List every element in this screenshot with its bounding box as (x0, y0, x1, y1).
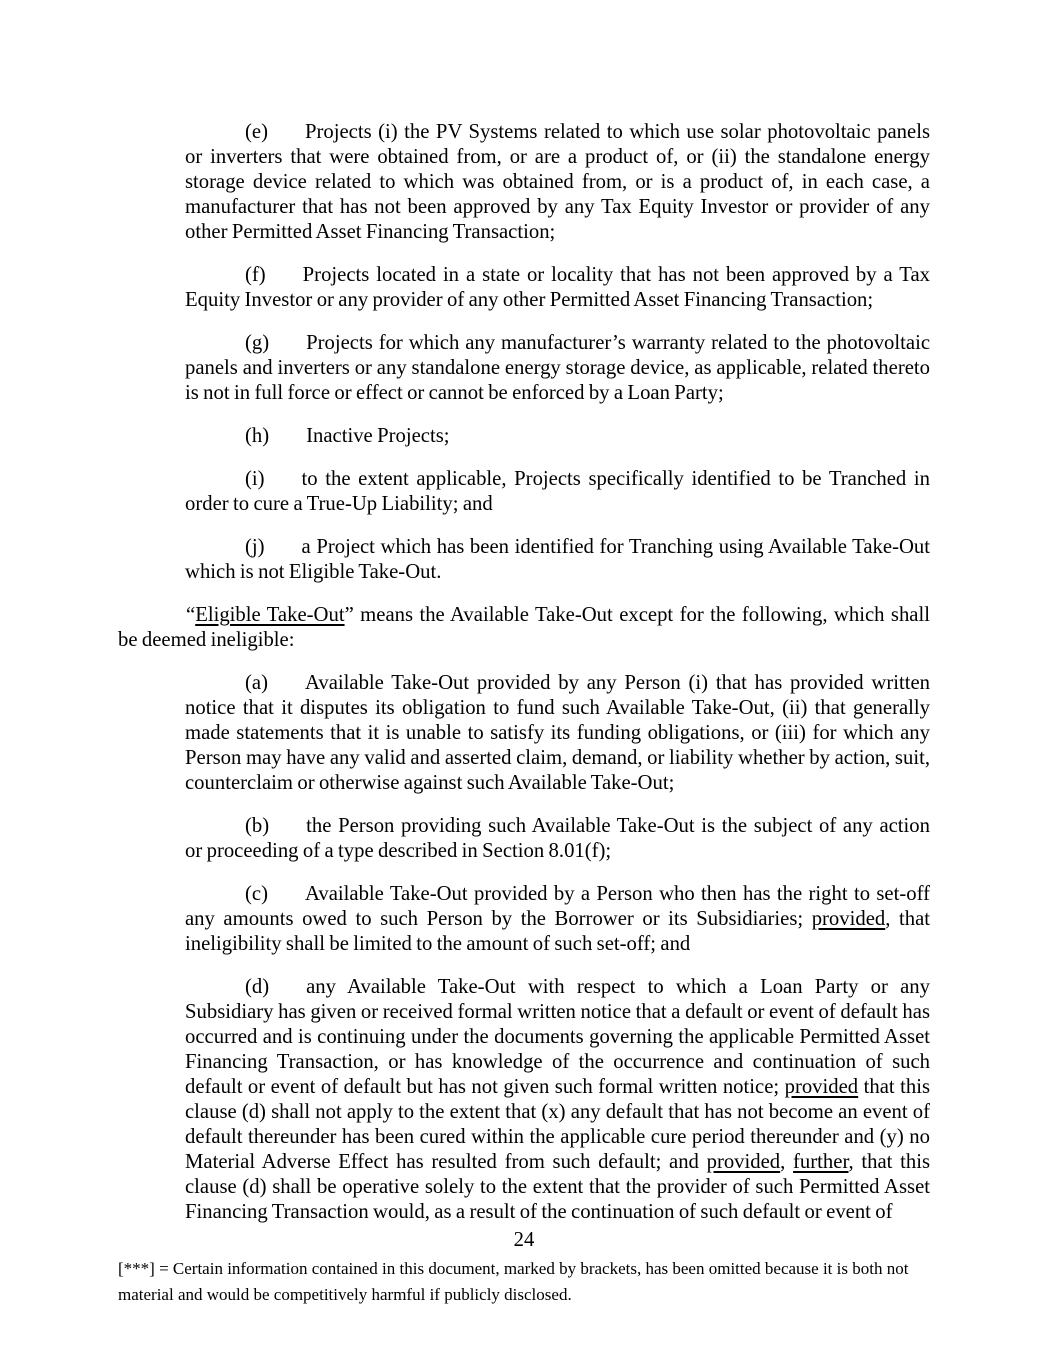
text-segment: clause (d) shall be operative solely to the extent that the provider of such Permitted Asset (185, 1176, 930, 1198)
text-segment: Projects (i) the PV Systems related to which use solar photovoltaic panels (304, 121, 930, 143)
text-line (185, 195, 930, 220)
text-line (185, 839, 930, 864)
text-segment: or proceeding of a type described in Section 8.01(f); (185, 840, 612, 862)
text-line (185, 1100, 930, 1125)
text-line (185, 721, 930, 746)
underlined-term: Eligible Take-Out (195, 604, 345, 626)
clause-label: (e) (245, 121, 268, 143)
clause-label: (a) (245, 672, 268, 694)
underlined-term: further (793, 1151, 849, 1173)
clause-paragraph (185, 120, 930, 245)
text-line (185, 1075, 930, 1100)
text-line (185, 1050, 930, 1075)
text-line (185, 288, 930, 313)
clause-paragraph (185, 331, 930, 406)
clause-paragraph (185, 882, 930, 957)
text-segment: any Available Take-Out with respect to which a Loan Party or any (306, 976, 930, 998)
text-segment: , that this (848, 1151, 931, 1173)
clause-label: (d) (245, 976, 270, 998)
text-line (185, 1175, 930, 1200)
clause-paragraph (185, 424, 930, 449)
text-line (185, 814, 930, 839)
text-segment: default or event of default but has not given such formal written notice; (185, 1076, 785, 1098)
text-line (185, 381, 930, 406)
text-line (185, 1025, 930, 1050)
clause-label: (j) (245, 536, 265, 558)
clause-label: (g) (245, 332, 270, 354)
definition-paragraph (118, 603, 930, 653)
text-segment: Equity Investor or any provider of any other Permitted Asset Financing Transaction; (185, 289, 874, 311)
text-line (185, 932, 930, 957)
text-segment: counterclaim or otherwise against such Available Take-Out; (185, 772, 675, 794)
text-line (185, 467, 930, 492)
text-segment: other Permitted Asset Financing Transaction; (185, 221, 556, 243)
text-segment: Financing Transaction, or has knowledge of the occurrence and continuation of such (185, 1051, 930, 1073)
text-line (185, 696, 930, 721)
text-segment: or inverters that were obtained from, or are a product of, or (ii) the standalone energy (185, 146, 930, 168)
text-segment: manufacturer that has not been approved by any Tax Equity Investor or provider of any (185, 196, 930, 218)
text-segment: Financing Transaction would, as a result of the continuation of such default or event of (185, 1201, 893, 1223)
text-segment: occurred and is continuing under the documents governing the applicable Permitted Asset (185, 1026, 930, 1048)
text-line (185, 1125, 930, 1150)
text-segment: any amounts owed to such Person by the Borrower or its Subsidiaries; (185, 908, 812, 930)
text-line (185, 120, 930, 145)
clause-paragraph (185, 535, 930, 585)
text-segment: default thereunder has been cured within the applicable cure period thereunder and (y) no (185, 1126, 930, 1148)
clause-paragraph (185, 263, 930, 313)
text-segment: “ (186, 604, 196, 626)
text-segment: , that (885, 908, 931, 930)
text-line (185, 975, 930, 1000)
text-segment: Person may have any valid and asserted claim, demand, or liability whether by action, suit, (185, 747, 930, 769)
text-segment: Available Take-Out provided by a Person who then has the right to set-off (304, 883, 930, 905)
text-segment: Inactive Projects; (306, 425, 450, 447)
text-segment: storage device related to which was obtained from, or is a product of, in each case, a (185, 171, 930, 193)
text-line (185, 170, 930, 195)
clause-paragraph (185, 975, 930, 1225)
text-segment: , (780, 1151, 794, 1173)
text-segment: made statements that it is unable to satisfy its funding obligations, or (iii) for which any (185, 722, 930, 744)
underlined-term: provided (784, 1076, 859, 1098)
text-segment: the Person providing such Available Take-Out is the subject of any action (306, 815, 930, 837)
text-line (185, 263, 930, 288)
text-line (185, 671, 930, 696)
text-line (185, 492, 930, 517)
text-segment: ineligibility shall be limited to the amount of such set-off; and (185, 933, 691, 955)
clause-paragraph (185, 671, 930, 796)
clause-label: (i) (245, 468, 265, 490)
text-segment: Projects located in a state or locality that has not been approved by a Tax (302, 264, 930, 286)
text-line (185, 560, 930, 585)
text-line (118, 628, 930, 653)
text-line (118, 603, 930, 628)
text-segment: Available Take-Out provided by any Person (i) that has provided written (304, 672, 930, 694)
text-segment: notice that it disputes its obligation to fund such Available Take-Out, (ii) that generally (185, 697, 930, 719)
text-line (185, 145, 930, 170)
footnote: [***] = Certain information contained in this document, marked by brackets, has been omitted because it is both not material and would be competitively harmful if publicly disclosed. (118, 1259, 909, 1304)
text-segment: order to cure a True-Up Liability; and (185, 493, 493, 515)
text-line (185, 220, 930, 245)
text-line (185, 1000, 930, 1025)
underlined-term: provided (811, 908, 886, 930)
underlined-term: provided (706, 1151, 781, 1173)
text-segment: Material Adverse Effect has resulted from such default; and (185, 1151, 707, 1173)
text-line (185, 771, 930, 796)
clause-label: (h) (245, 425, 270, 447)
text-segment: be deemed ineligible: (118, 629, 295, 651)
text-segment: to the extent applicable, Projects specifically identified to be Tranched in (301, 468, 930, 490)
text-segment: a Project which has been identified for Tranching using Available Take-Out (301, 536, 930, 558)
text-line (185, 907, 930, 932)
text-line (185, 746, 930, 771)
document-body (118, 120, 930, 1225)
text-line (185, 1150, 930, 1175)
clause-label: (c) (245, 883, 268, 905)
page-number: 24 (513, 1229, 535, 1251)
clause-label: (f) (245, 264, 266, 286)
text-line (185, 882, 930, 907)
text-line (185, 1200, 930, 1225)
text-segment: ” means the Available Take-Out except for the following, which shall (344, 604, 930, 626)
text-line (185, 535, 930, 560)
text-segment: Subsidiary has given or received formal written notice that a default or event of default has (185, 1001, 930, 1023)
clause-paragraph (185, 814, 930, 864)
text-line (185, 424, 930, 449)
text-segment: panels and inverters or any standalone energy storage device, as applicable, related thereto (185, 357, 930, 379)
clause-label: (b) (245, 815, 270, 837)
text-segment: which is not Eligible Take-Out. (185, 561, 442, 583)
clause-paragraph (185, 467, 930, 517)
text-segment: is not in full force or effect or cannot be enforced by a Loan Party; (185, 382, 724, 404)
text-line (185, 356, 930, 381)
text-segment: Projects for which any manufacturer’s warranty related to the photovoltaic (306, 332, 930, 354)
text-line (185, 331, 930, 356)
text-segment: clause (d) shall not apply to the extent that (x) any default that has not become an event of (185, 1101, 930, 1123)
text-segment: that this (858, 1076, 931, 1098)
